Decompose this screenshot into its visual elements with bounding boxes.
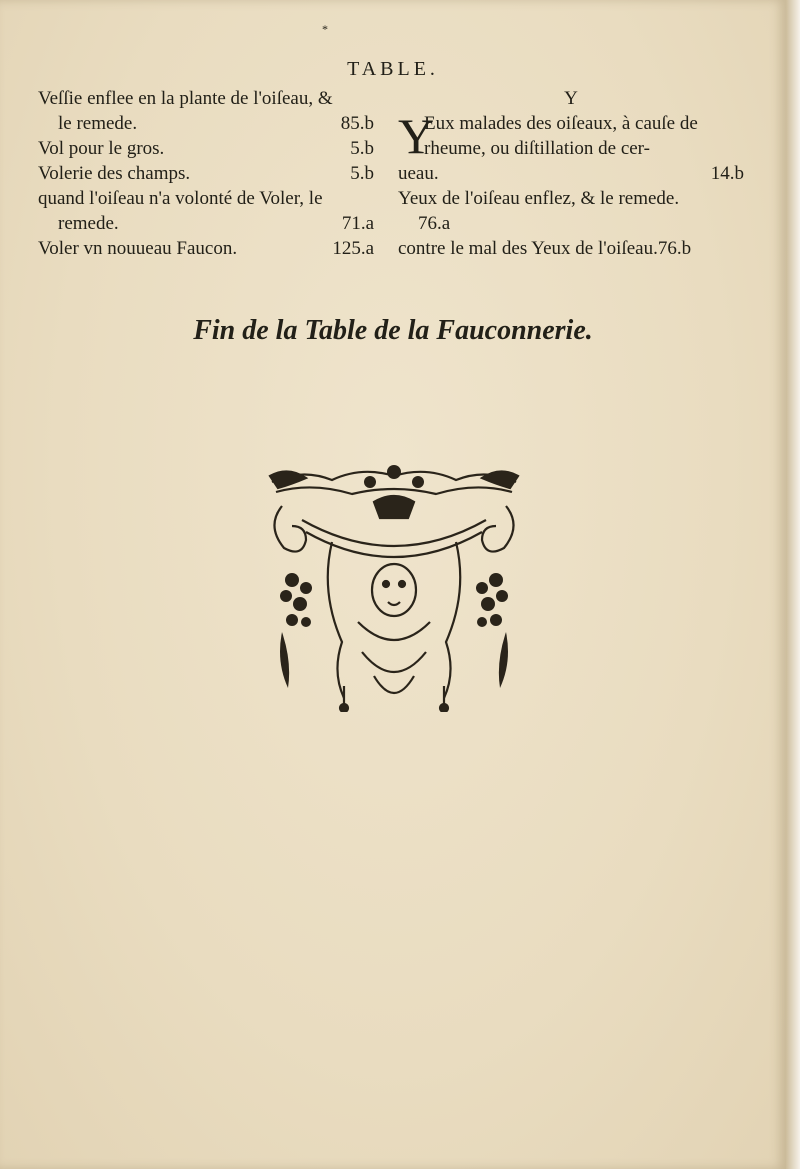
page-ref: 76.a [418,213,451,234]
index-entry: Veſſie enflee en la plante de l'oiſeau, & le remede. 85.b [38,88,374,134]
page-ref: 14.b [710,163,744,184]
signature-mark: * [322,22,328,36]
index-entry: Y Eux malades des oiſeaux, à cauſe de rheume, ou diſtillation de cer- ueau. 14.b [398,108,744,184]
page-header: TABLE. [347,58,439,80]
woodcut-headpiece-ornament-icon [262,462,526,712]
index-entry: Yeux de l'oiſeau enflez, & le remede. 76.a [398,186,744,236]
index-entry: Voler vn nouueau Faucon. 125.a [38,238,374,259]
index-entry: contre le mal des Yeux de l'oiſeau.76.b [398,238,692,259]
section-letter: Y [564,88,578,109]
page-ref: 76.b [657,238,692,259]
page-ref: 71.a [341,213,374,234]
page-ref: 85.b [340,113,374,134]
page-edge [786,0,800,1169]
index-entry: quand l'oiſeau n'a volonté de Voler, le remede. 71.a [38,188,374,234]
page-ref: 5.b [350,163,374,184]
page-ref: 125.a [332,238,374,259]
page-ref: 5.b [350,138,374,159]
drop-cap: Y [398,108,435,164]
index-entry: Volerie des champs. 5.b [38,163,374,184]
closing-line: Fin de la Table de la Fauconnerie. [193,315,593,346]
right-column [398,86,744,261]
index-entry: Vol pour le gros. 5.b [38,138,374,159]
left-column [38,86,374,261]
